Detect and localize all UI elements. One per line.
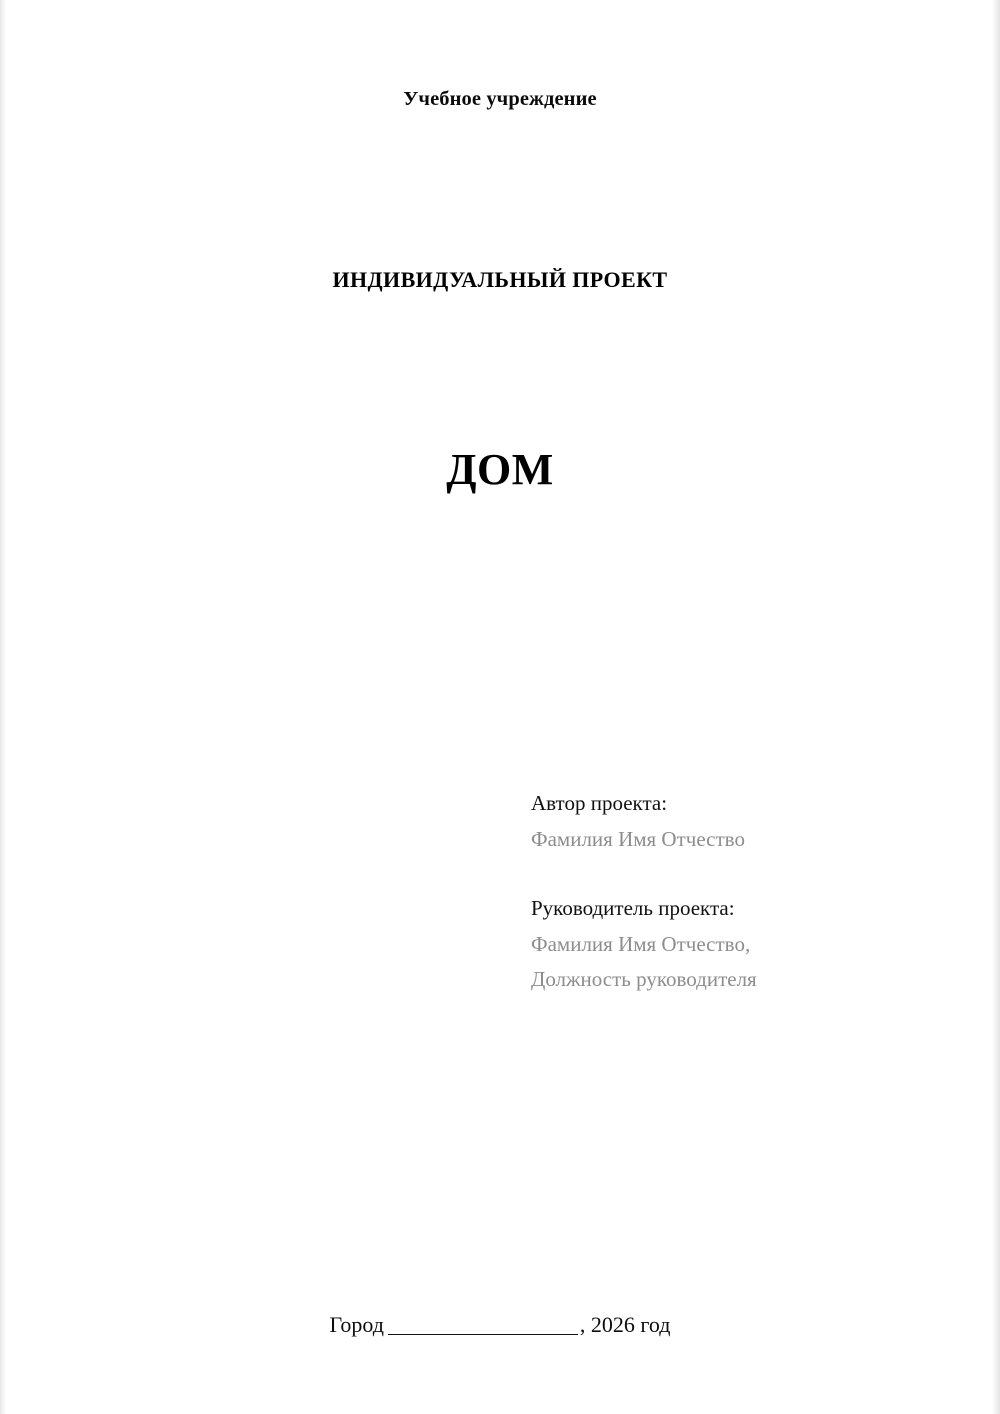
author-label: Автор проекта:	[531, 791, 668, 815]
credits-block	[531, 786, 951, 1031]
footer-line	[0, 1312, 1000, 1338]
author-value: Фамилия Имя Отчество	[531, 826, 745, 851]
supervisor-label: Руководитель проекта:	[531, 895, 735, 920]
supervisor-value-line-1: Фамилия Имя Отчество,	[531, 931, 751, 956]
city-blank-line	[388, 1333, 578, 1335]
supervisor-value-line-2: Должность руководителя	[531, 966, 757, 991]
document-type-heading: ИНДИВИДУАЛЬНЫЙ ПРОЕКТ	[332, 267, 668, 292]
year-text: , 2026 год	[579, 1312, 671, 1337]
supervisor-block	[531, 891, 951, 997]
city-label: Город	[329, 1312, 384, 1337]
page-title: ДОМ	[446, 445, 554, 494]
institution-name: Учебное учреждение	[403, 88, 597, 110]
author-block	[531, 786, 951, 857]
